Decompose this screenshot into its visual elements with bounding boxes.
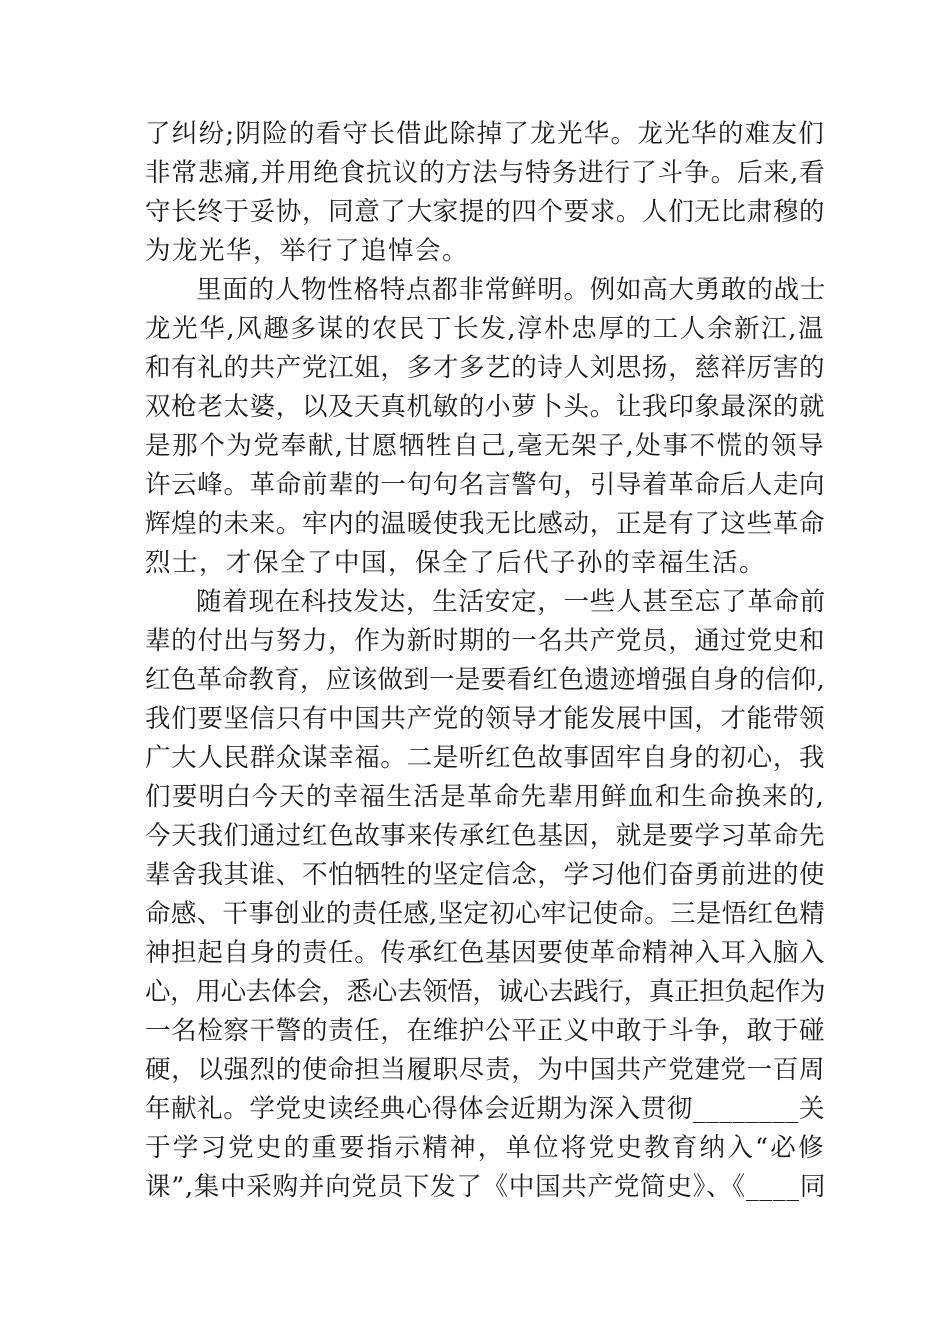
- text-line: 是那个为党奉献,甘愿牺牲自己,毫无架子,处事不慌的领导: [145, 431, 825, 461]
- text-line: 辉煌的未来。牢内的温暖使我无比感动，正是有了这些革命: [145, 509, 825, 539]
- text-line: 广大人民群众谋幸福。二是听红色故事固牢自身的初心，我: [145, 743, 825, 773]
- text-line: 和有礼的共产党江姐，多才多艺的诗人刘思扬，慈祥厉害的: [145, 353, 825, 383]
- text-line: 今天我们通过红色故事来传承红色基因，就是要学习革命先: [145, 821, 825, 851]
- text-line: 硬，以强烈的使命担当履职尽责，为中国共产党建党一百周: [145, 1055, 825, 1085]
- text-line: 龙光华,风趣多谋的农民丁长发,淳朴忠厚的工人余新江,温: [145, 314, 825, 344]
- text-line: 辈舍我其谁、不怕牺牲的坚定信念，学习他们奋勇前进的使: [145, 860, 825, 890]
- text-line: 命感、干事创业的责任感,坚定初心牢记使命。三是悟红色精: [145, 899, 825, 929]
- text-line: 了纠纷;阴险的看守长借此除掉了龙光华。龙光华的难友们: [145, 119, 825, 149]
- text-line: 烈士，才保全了中国，保全了后代子孙的幸福生活。: [145, 548, 767, 578]
- paragraph-first-line: 里面的人物性格特点都非常鲜明。例如高大勇敢的战士: [196, 275, 827, 305]
- paragraph-first-line: 随着现在科技发达，生活安定，一些人甚至忘了革命前: [196, 587, 827, 617]
- text-line: 守长终于妥协，同意了大家提的四个要求。人们无比肃穆的: [145, 197, 825, 227]
- text-line: 一名检察干警的责任，在维护公平正义中敢于斗争，敢于碰: [145, 1016, 825, 1046]
- text-line: 年献礼。学党史读经典心得体会近期为深入贯彻________关: [145, 1094, 825, 1124]
- text-line: 于学习党史的重要指示精神，单位将党史教育纳入“必修: [145, 1133, 825, 1163]
- text-line: 双枪老太婆，以及天真机敏的小萝卜头。让我印象最深的就: [145, 392, 825, 422]
- text-line: 课”,集中采购并向党员下发了《中国共产党简史》、《____同: [145, 1172, 827, 1202]
- text-line: 非常悲痛,并用绝食抗议的方法与特务进行了斗争。后来,看: [145, 158, 826, 188]
- text-line: 辈的付出与努力，作为新时期的一名共产党员，通过党史和: [145, 626, 825, 656]
- text-line: 心，用心去体会，悉心去领悟，诚心去践行，真正担负起作为: [145, 977, 825, 1007]
- text-line: 神担起自身的责任。传承红色基因要使革命精神入耳入脑入: [145, 938, 825, 968]
- text-line: 我们要坚信只有中国共产党的领导才能发展中国，才能带领: [145, 704, 825, 734]
- text-line: 们要明白今天的幸福生活是革命先辈用鲜血和生命换来的,: [145, 782, 825, 812]
- text-line: 为龙光华，举行了追悼会。: [145, 236, 470, 266]
- text-line: 许云峰。革命前辈的一句句名言警句，引导着革命后人走向: [145, 470, 825, 500]
- text-line: 红色革命教育，应该做到一是要看红色遗迹增强自身的信仰,: [145, 665, 825, 695]
